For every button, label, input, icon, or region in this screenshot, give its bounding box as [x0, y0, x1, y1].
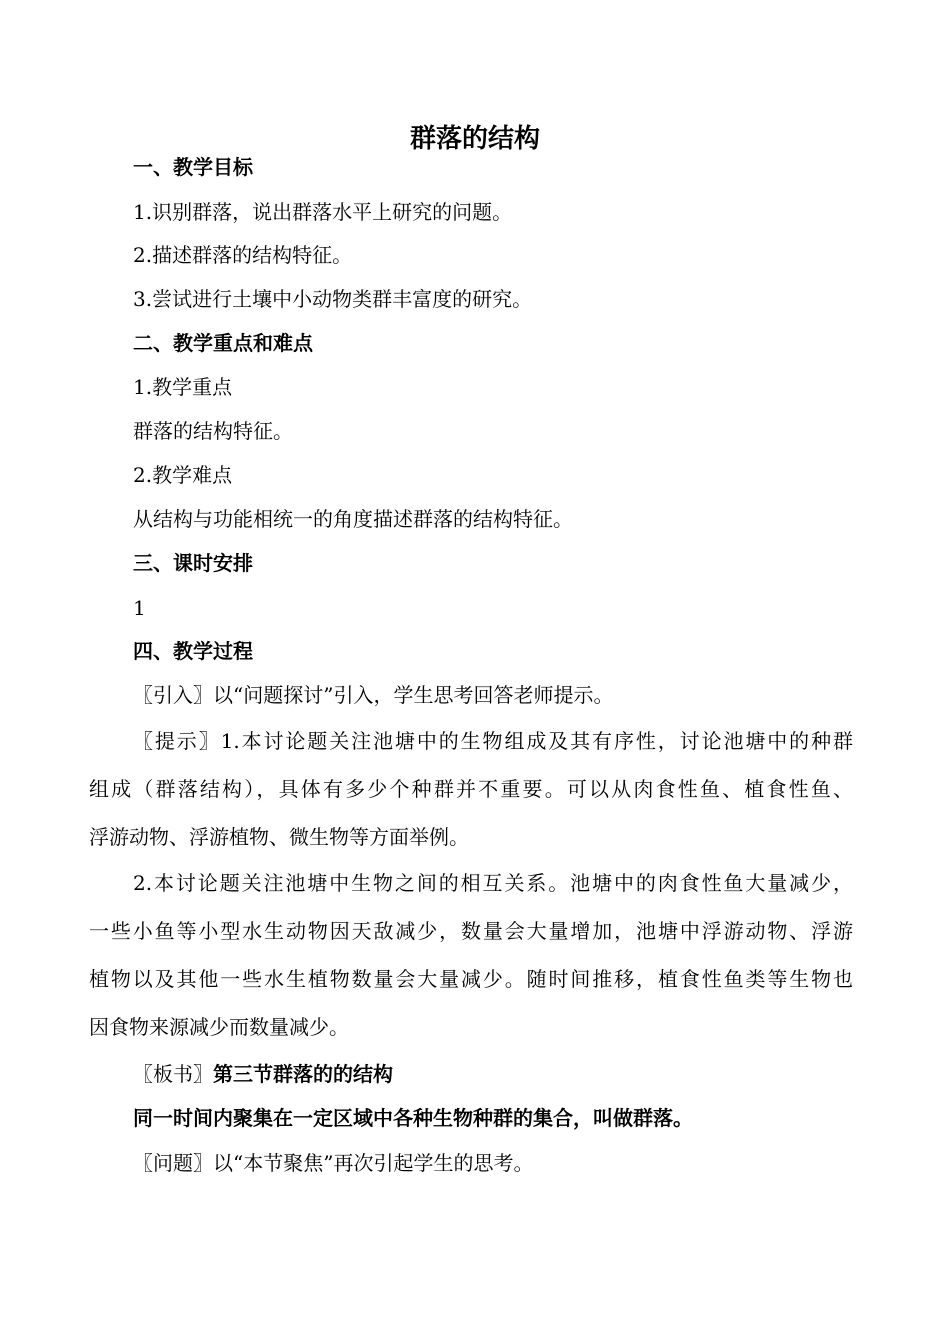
hint2-line-3: 植物以及其他一些水生植物数量会大量减少。随时间推移，植食性鱼类等生物也	[89, 967, 853, 991]
community-definition: 同一时间内聚集在一定区域中各种生物种群的集合，叫做群落。	[133, 1106, 693, 1130]
process-intro: 〖引入〗以“问题探讨”引入，学生思考回答老师提示。	[133, 683, 614, 707]
schedule-value: 1	[133, 596, 146, 620]
difficulty-text: 从结构与功能相统一的角度描述群落的结构特征。	[133, 507, 573, 531]
hint-line-2: 组成（群落结构），具体有多少个种群并不重要。可以从肉食性鱼、植食性鱼、	[89, 777, 853, 801]
section-heading-key-points: 二、教学重点和难点	[133, 331, 313, 355]
objective-item-1: 1.识别群落，说出群落水平上研究的问题。	[133, 200, 513, 224]
hint2-line-2: 一些小鱼等小型水生动物因天敌减少，数量会大量增加，池塘中浮游动物、浮游	[89, 919, 853, 943]
board-text: 第三节群落的的结构	[213, 1062, 393, 1086]
board-line	[133, 1062, 393, 1086]
key-point-label: 1.教学重点	[133, 375, 233, 399]
objective-item-3: 3.尝试进行土壤中小动物类群丰富度的研究。	[133, 287, 533, 311]
board-prefix: 〖板书〗	[133, 1062, 213, 1086]
hint2-line-1: 2.本讨论题关注池塘中生物之间的相互关系。池塘中的肉食性鱼大量减少，	[133, 871, 853, 895]
hint-line-3: 浮游动物、浮游植物、微生物等方面举例。	[89, 825, 469, 849]
document-title: 群落的结构	[409, 124, 540, 154]
section-heading-process: 四、教学过程	[133, 639, 253, 663]
hint2-line-4: 因食物来源减少而数量减少。	[89, 1015, 349, 1039]
key-point-text: 群落的结构特征。	[133, 419, 293, 443]
difficulty-label: 2.教学难点	[133, 463, 233, 487]
question-line: 〖问题〗以“本节聚焦”再次引起学生的思考。	[133, 1151, 534, 1175]
hint-line-1: 〖提示〗1.本讨论题关注池塘中的生物组成及其有序性，讨论池塘中的种群	[133, 729, 853, 753]
section-heading-objectives: 一、教学目标	[133, 155, 253, 179]
section-heading-schedule: 三、课时安排	[133, 551, 253, 575]
objective-item-2: 2.描述群落的结构特征。	[133, 243, 353, 267]
